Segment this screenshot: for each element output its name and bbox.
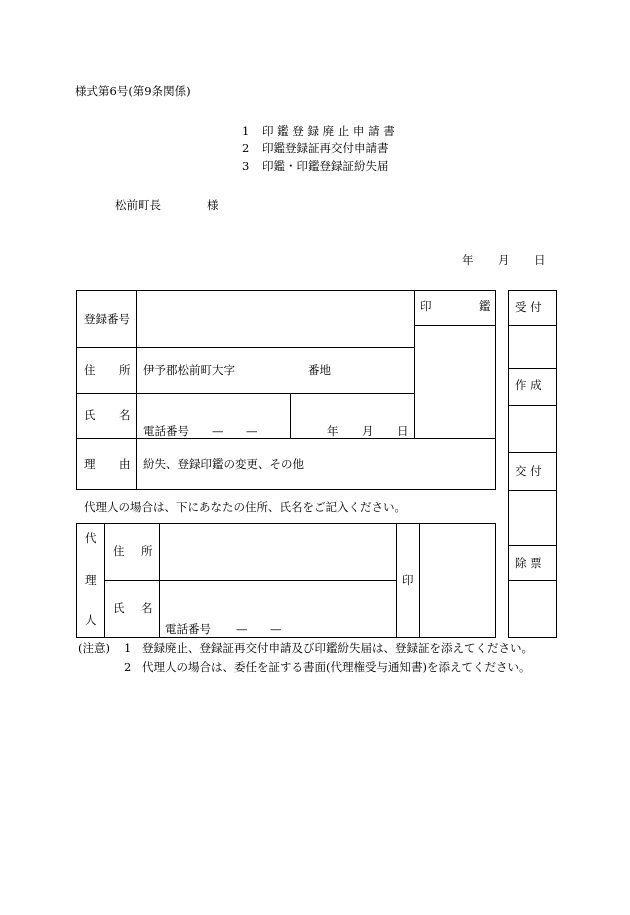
proxy-side-label-1: 代 bbox=[85, 531, 97, 545]
birth-month: 月 bbox=[362, 424, 374, 438]
birth-day: 日 bbox=[397, 424, 409, 438]
address-label-1: 住 bbox=[84, 363, 96, 377]
proxy-phone-dash-2: — bbox=[270, 622, 282, 636]
birth-year: 年 bbox=[327, 424, 339, 438]
addressee-name: 松前町長 bbox=[115, 198, 161, 212]
address-value: 伊予郡松前町大字 bbox=[143, 363, 235, 377]
proxy-side-label-3: 人 bbox=[85, 613, 97, 627]
title-2-number: 2 bbox=[242, 141, 250, 155]
note-2-number: 2 bbox=[124, 660, 132, 674]
proxy-phone-label: 電話番号 bbox=[165, 622, 211, 636]
note-1-number: 1 bbox=[124, 641, 132, 655]
addressee-honorific: 様 bbox=[207, 198, 219, 212]
title-3: 印鑑・印鑑登録証紛失届 bbox=[262, 159, 389, 173]
office-issued: 交 付 bbox=[515, 464, 542, 478]
title-1-number: 1 bbox=[242, 124, 250, 138]
form-number: 様式第6号(第9条関係) bbox=[75, 84, 191, 98]
reason-label-1: 理 bbox=[84, 457, 96, 471]
name-label-1: 氏 bbox=[84, 408, 96, 422]
proxy-phone-dash-1: — bbox=[236, 622, 248, 636]
proxy-address-label-2: 所 bbox=[141, 544, 153, 558]
proxy-seal-label: 印 bbox=[402, 573, 414, 587]
phone-label: 電話番号 bbox=[143, 424, 189, 438]
date-month: 月 bbox=[498, 253, 510, 267]
phone-dash-2: — bbox=[246, 424, 258, 438]
office-created: 作 成 bbox=[515, 378, 542, 392]
reason-label-2: 由 bbox=[119, 457, 131, 471]
name-label-2: 名 bbox=[119, 408, 131, 422]
registration-number-label: 登録番号 bbox=[84, 312, 130, 326]
proxy-side-label-2: 理 bbox=[85, 573, 97, 587]
notes-prefix: (注意) bbox=[78, 641, 110, 655]
note-1: 登録廃止、登録証再交付申請及び印鑑紛失届は、登録証を添えてください。 bbox=[142, 641, 533, 655]
seal-label-2: 鑑 bbox=[479, 299, 491, 313]
office-received: 受 付 bbox=[515, 300, 542, 314]
note-2: 代理人の場合は、委任を証する書面(代理権受与通知書)を添えてください。 bbox=[142, 660, 531, 674]
proxy-name-label-1: 氏 bbox=[113, 601, 125, 615]
address-label-2: 所 bbox=[119, 363, 131, 377]
reason-value: 紛失、登録印鑑の変更、その他 bbox=[143, 457, 304, 471]
office-removed: 除 票 bbox=[515, 556, 542, 570]
title-1: 印 鑑 登 録 廃 止 申 請 書 bbox=[262, 124, 395, 138]
title-3-number: 3 bbox=[242, 159, 250, 173]
address-banchi: 番地 bbox=[308, 363, 331, 377]
proxy-address-label-1: 住 bbox=[113, 544, 125, 558]
seal-label: 印 bbox=[420, 299, 432, 313]
proxy-name-label-2: 名 bbox=[141, 601, 153, 615]
date-year: 年 bbox=[462, 253, 474, 267]
proxy-note: 代理人の場合は、下にあなたの住所、氏名をご記入ください。 bbox=[84, 500, 406, 514]
phone-dash-1: — bbox=[212, 424, 224, 438]
title-2: 印鑑登録証再交付申請書 bbox=[262, 141, 389, 155]
date-day: 日 bbox=[534, 253, 546, 267]
